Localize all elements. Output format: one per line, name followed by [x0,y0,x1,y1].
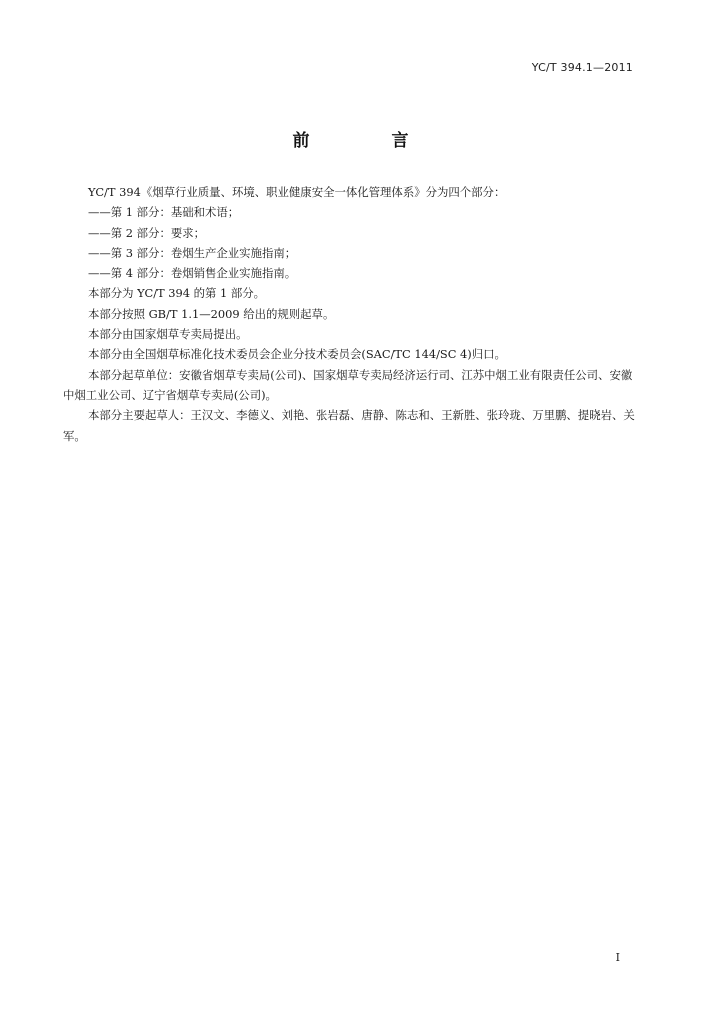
foreword-body [63,182,641,446]
paragraph-this-part: 本部分为 YC/T 394 的第 1 部分。 [88,286,266,301]
paragraph-proposed-by: 本部分由国家烟草专卖局提出。 [88,327,248,342]
paragraph-parts-intro: YC/T 394《烟草行业质量、环境、职业健康安全一体化管理体系》分为四个部分： [88,185,506,199]
paragraph-drafting-rules: 本部分按照 GB/T 1.1—2009 给出的规则起草。 [88,306,335,321]
list-item-part-4: ——第 4 部分：卷烟销售企业实施指南。 [88,266,297,281]
paragraph-under-jurisdiction: 本部分由全国烟草标准化技术委员会企业分技术委员会(SAC/TC 144/SC 4)归口。 [88,347,506,362]
page-title: 前 言 [292,131,447,151]
list-item-part-2: ——第 2 部分：要求； [88,225,206,240]
list-item-part-3: ——第 3 部分：卷烟生产企业实施指南； [88,245,297,260]
page-number: I [615,951,620,964]
paragraph-drafting-units: 本部分起草单位：安徽省烟草专卖局(公司)、国家烟草专卖局经济运行司、江苏中烟工业有限责任公司、安徽中烟工业公司、辽宁省烟草专卖局(公司)。 [63,367,633,402]
document-code: YC/T 394.1—2011 [531,61,633,74]
paragraph-drafters: 本部分主要起草人：王汉文、李德义、刘艳、张岩磊、唐静、陈志和、王新胜、张玲珑、万里鹏、提晓岩、关军。 [63,408,635,443]
list-item-part-1: ——第 1 部分：基础和术语； [88,205,240,220]
